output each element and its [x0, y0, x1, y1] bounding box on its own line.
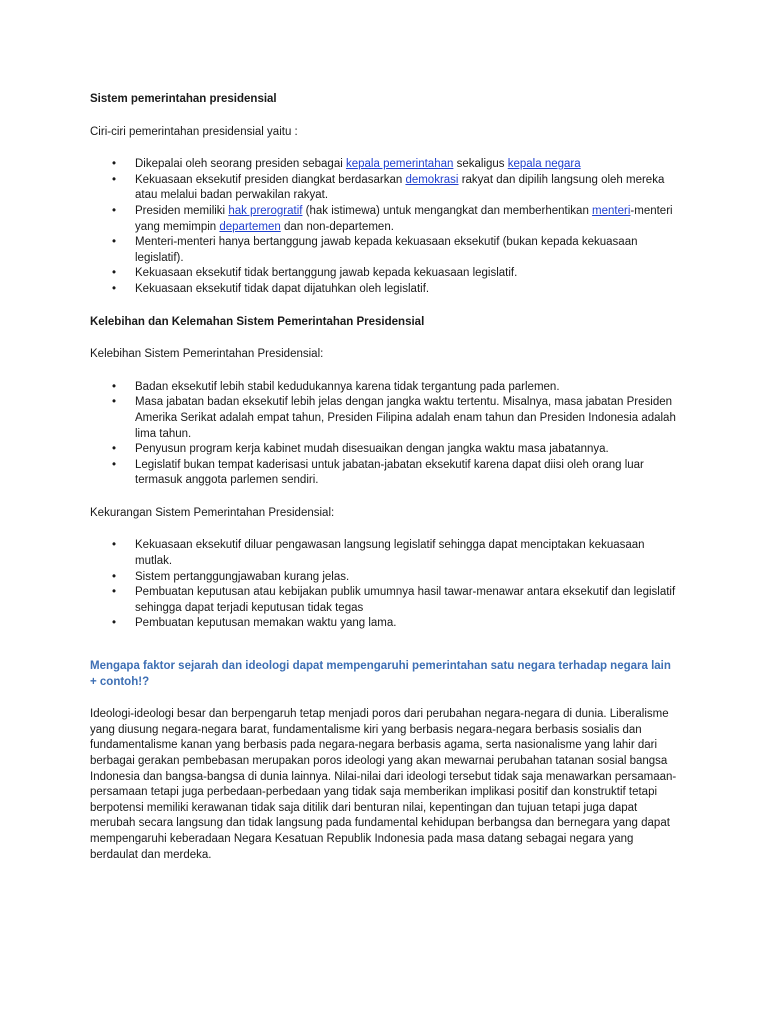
bullet-icon: •: [112, 570, 117, 583]
kekurangan-item: [90, 538, 680, 569]
bullet-icon: •: [112, 204, 117, 217]
text-run: (hak istimewa) untuk mengangkat dan memberhentikan: [302, 204, 593, 217]
kelebihan-item: [90, 380, 680, 396]
ciri-item: [90, 235, 680, 266]
kelebihan-item: [90, 395, 680, 442]
bullet-icon: •: [112, 586, 117, 599]
ciri-item: [90, 204, 680, 235]
text-run: rakyat dan dipilih langsung oleh mereka atau melalui badan perwakilan rakyat.: [135, 173, 665, 202]
bullet-icon: •: [112, 173, 117, 186]
ciri-item: [90, 157, 680, 173]
inline-link[interactable]: hak prerogratif: [228, 204, 303, 217]
bullet-icon: •: [112, 236, 117, 249]
ciri-item: [90, 282, 680, 298]
kekurangan-item: [90, 616, 680, 632]
answer-paragraph: Ideologi-ideologi besar dan berpengaruh tetap menjadi poros dari perubahan negara-negara di dunia. Liberalisme yang diusung negara-negara barat, fundamentalisme kiri yang berbasis negara-negara berbasis sosialis dan fundamentalisme kanan yang berbasis pada negara-negara berbasis agama, serta nasionalisme yang lahir dari berbagai gerakan pembebasan merupakan poros ideologi yang akan mewarnai perubahan tatanan sosial bangsa Indonesia dan bangsa-bangsa di dunia lainnya. Nilai-nilai dari ideologi tersebut tidak saja menawarkan persamaan-persamaan tetapi juga perbedaan-perbedaan yang tidak saja memberikan implikasi positif dan konstruktif tetapi berpotensi memiliki kerawanan tidak saja ditilik dari benturan nilai, kepentingan dan tujuan tetapi juga dapat merubah secara langsung dan tidak langsung pada fundamental kehidupan berbangsa dan bernegara yang dapat mempengaruhi keberadaan Negara Kesatuan Republik Indonesia pada masa datang sebagai negara yang berdaulat dan merdeka.: [90, 708, 677, 861]
text-run: Presiden memiliki: [135, 204, 229, 217]
ciri-item: [90, 266, 680, 282]
kelebihan-item-text: Legislatif bukan tempat kaderisasi untuk jabatan-jabatan eksekutif karena dapat diisi oleh orang luar termasuk anggota parlemen sendiri.: [135, 458, 644, 487]
bullet-icon: •: [112, 458, 117, 471]
kekurangan-item-text: Kekuasaan eksekutif diluar pengawasan langsung legislatif sehingga dapat menciptakan kekuasaan mutlak.: [135, 539, 645, 568]
bullet-icon: •: [112, 158, 117, 171]
kelebihan-item-text: Penyusun program kerja kabinet mudah disesuaikan dengan jangka waktu masa jabatannya.: [135, 443, 609, 456]
bullet-icon: •: [112, 539, 117, 552]
ciri-item-text: [135, 283, 429, 295]
text-run: -menteri yang memimpin: [135, 204, 673, 233]
kelebihan-heading: Kelebihan Sistem Pemerintahan Presidensial:: [90, 348, 324, 361]
kelebihan-item-text: Badan eksekutif lebih stabil kedudukannya karena tidak tergantung pada parlemen.: [135, 380, 560, 393]
document-content: [90, 92, 680, 863]
text-run: Dikepalai oleh seorang presiden sebagai: [135, 158, 346, 171]
inline-link[interactable]: menteri: [592, 204, 631, 217]
kekurangan-item: [90, 570, 680, 586]
ciri-list: [90, 157, 680, 297]
kekurangan-item-text: Pembuatan keputusan memakan waktu yang lama.: [135, 617, 397, 630]
kekurangan-list: [90, 538, 680, 632]
document-title: Sistem pemerintahan presidensial: [90, 93, 277, 105]
text-run: Kekuasaan eksekutif presiden diangkat berdasarkan: [135, 173, 406, 186]
bullet-icon: •: [112, 617, 117, 630]
kekurangan-item-text: Sistem pertanggungjawaban kurang jelas.: [135, 570, 350, 583]
ciri-item-text: [135, 158, 581, 170]
ciri-item: [90, 173, 680, 204]
kelebihan-list: [90, 380, 680, 489]
bullet-icon: •: [112, 443, 117, 456]
bullet-icon: •: [112, 267, 117, 280]
kekurangan-heading: Kekurangan Sistem Pemerintahan Presidensial:: [90, 506, 335, 519]
kelebihan-item: [90, 442, 680, 458]
inline-link[interactable]: kepala negara: [507, 158, 581, 171]
kelebihan-item-text: Masa jabatan badan eksekutif lebih jelas dengan jangka waktu tertentu. Misalnya, masa jabatan Presiden Amerika Serikat adalah empat tahun, Presiden Filipina adalah enam tahun dan Presiden Indonesia adalah lima tahun.: [135, 396, 676, 440]
inline-link[interactable]: demokrasi: [405, 173, 459, 186]
section-title-kelebihan-kelemahan: Kelebihan dan Kelemahan Sistem Pemerintahan Presidensial: [90, 315, 425, 328]
bullet-icon: •: [112, 396, 117, 409]
bullet-icon: •: [112, 380, 117, 393]
ciri-item-text: [135, 267, 517, 279]
bullet-icon: •: [112, 282, 117, 295]
text-run: Menteri-menteri hanya bertanggung jawab kepada kekuasaan eksekutif (bukan kepada kekuasaan legislatif).: [135, 236, 638, 264]
text-run: sekaligus: [453, 158, 508, 171]
text-run: Kekuasaan eksekutif tidak bertanggung jawab kepada kekuasaan legislatif.: [135, 267, 518, 280]
text-run: Kekuasaan eksekutif tidak dapat dijatuhkan oleh legislatif.: [135, 282, 430, 295]
ciri-intro: Ciri-ciri pemerintahan presidensial yaitu :: [90, 125, 298, 138]
ciri-item-text: [135, 205, 673, 233]
inline-link[interactable]: departemen: [219, 220, 281, 233]
inline-link[interactable]: kepala pemerintahan: [345, 158, 454, 171]
kekurangan-item-text: Pembuatan keputusan atau kebijakan publik umumnya hasil tawar-menawar antara eksekutif dan legislatif sehingga dapat terjadi keputusan tidak tegas: [135, 586, 676, 614]
kelebihan-item: [90, 458, 680, 489]
kekurangan-item: [90, 585, 680, 616]
question-heading: Mengapa faktor sejarah dan ideologi dapat mempengaruhi pemerintahan satu negara terhadap negara lain + contoh!?: [90, 660, 671, 688]
ciri-item-text: [135, 236, 638, 264]
ciri-item-text: [135, 174, 664, 202]
text-run: dan non-departemen.: [280, 220, 394, 233]
